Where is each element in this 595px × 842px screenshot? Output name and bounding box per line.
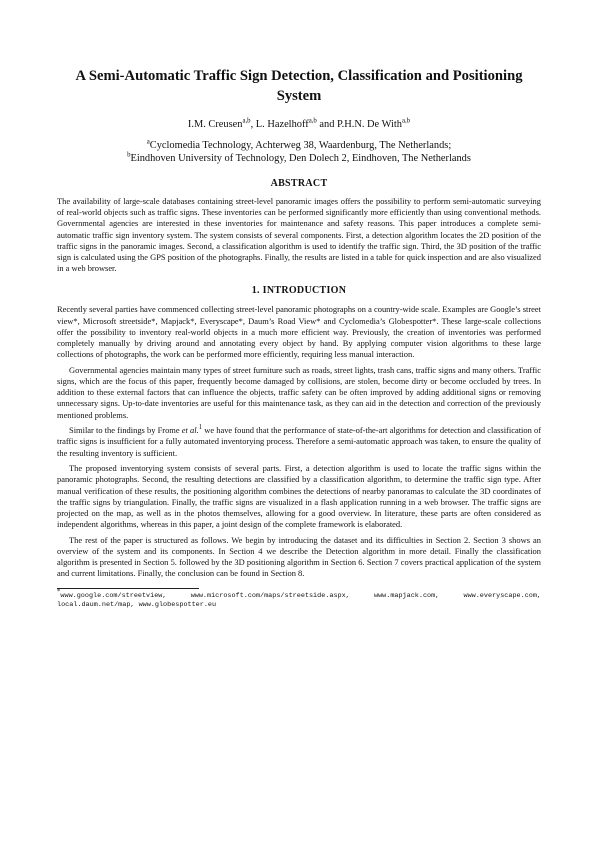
affil-text: Eindhoven University of Technology, Den Dolech 2, Eindhoven, The Netherlands [130,153,471,164]
author-separator: and [316,119,338,130]
affil-text: Cyclomedia Technology, Achterweg 38, Waardenburg, The Netherlands; [149,140,452,151]
footnote-divider [57,588,199,589]
intro-paragraph-2: Governmental agencies maintain many types of street furniture such as roads, street lights, trash cans, traffic signs and many others. Traffic signs, which are the focus of this paper, frequently become damaged by collisions, are stolen, become dirty or become occluded by trees. In addition to these external factors that can influence the objects, traffic safety can be often improved by adding additional signs or removing unnecessary signs. Up-to-date inventories are useful for this maintenance task, as they can aid in the detection and correction of the previously mentioned problems. [57,364,541,420]
author-name: I.M. Creusen [187,119,243,130]
intro-p3-text: Similar to the findings by Frome [69,425,182,436]
footnote-mark: * [57,588,61,596]
affil-mark: a [146,138,150,146]
affiliation-b [57,152,541,165]
author-name: L. Hazelhoff [255,119,309,130]
author-separator: , [250,119,256,130]
affiliation-a [57,139,541,152]
intro-p3-text: we have found that the performance of state-of-the-art algorithms for detection and classification of traffic signs is insufficient for a fully automated inventorying process. Therefore a semi-automatic approach was taken, to ensure the quality of the resulting inventory is sufficient. [57,425,542,458]
footnote [57,588,541,611]
intro-paragraph-1: Recently several parties have commenced collecting street-level panoramic photographs on a country-wide scale. Examples are Google’s street view*, Microsoft streetside*, Mapjack*, Everyscape*, Daum’s Road View* and Cyclomedia’s Globespotter*. These large-scale collections offer the possibility to inventory real-world objects in a much more efficient way. Previously, the creation of inventories was performed completely manually by driving around and annotating every object by hand. By applying computer vision algorithms to these large collections of photographs, the work can be performed more efficiently, requiring less manual interaction. [57,304,541,360]
affiliations [57,139,541,165]
author-affil-mark: a,b [242,117,251,125]
intro-paragraph-4: The proposed inventorying system consists of several parts. First, a detection algorithm is used to locate the traffic signs within the panoramic photographs. Second, the resulting detections are classified by a classification algorithm, to determine the traffic sign type. After manual verification of these results, the positioning algorithm combines the detections of nearby panoramas to calculate the 3D coordinates of the traffic signs by triangulation. Finally, the traffic signs are visualized in a flash application running in a web browser. The traffic signs are projected on the map, as well as in the photos themselves, allowing for a good overview. In literature, these parts are often considered as independent algorithms, whereas in this paper, a joint design of the complete framework is elaborated. [57,463,541,530]
section-heading-introduction: 1. INTRODUCTION [251,285,347,297]
et-al: et al. [181,425,199,436]
abstract-text: The availability of large-scale databases containing street-level panoramic images offers the possibility to perform semi-automatic surveying of real-world objects such as traffic signs. These inventories can be performed significantly more efficiently than using conventional methods. Governmental agencies are interested in these inventories for maintenance and safety reasons. This paper introduces a complete semi-automatic traffic sign inventory system. The system consists of several components. First, a detection algorithm locates the 2D position of the traffic signs in the panoramic images. Second, a classification algorithm is used to identify the traffic sign. Third, the 3D position of the traffic sign is calculated using the GPS position of the photographs. Finally, the results are listed in a table for quick inspection and are also visualized in a web browser. [57,196,541,274]
author-affil-mark: a,b [308,117,317,125]
affil-mark: b [127,151,131,159]
paper-page [57,66,541,611]
abstract-heading: ABSTRACT [270,178,328,189]
paper-title: A Semi-Automatic Traffic Sign Detection, Classification and Positioning System [75,68,523,104]
footnote-text: www.google.com/streetview, www.microsoft.com/maps/streetside.aspx, www.mapjack.com, www.everyscape.com, local.daum.net/map, www.globespotter.eu [57,591,541,610]
author-name: P.H.N. De With [337,119,402,130]
citation-ref[interactable]: 1 [198,424,203,432]
intro-paragraph-3 [57,425,541,459]
author-affil-mark: a,b [401,117,411,125]
intro-paragraph-5: The rest of the paper is structured as follows. We begin by introducing the dataset and its difficulties in Section 2. Section 3 shows an overview of the system and its components. In Section 4 we describe the Detection algorithm in more detail. Finally the classification algorithm is presented in Section 5. followed by the 3D positioning algorithm in Section 6. Section 7 covers practical application of the system and current limitations. Finally, the conclusion can be found in Section 8. [57,534,541,579]
author-line [57,118,541,131]
